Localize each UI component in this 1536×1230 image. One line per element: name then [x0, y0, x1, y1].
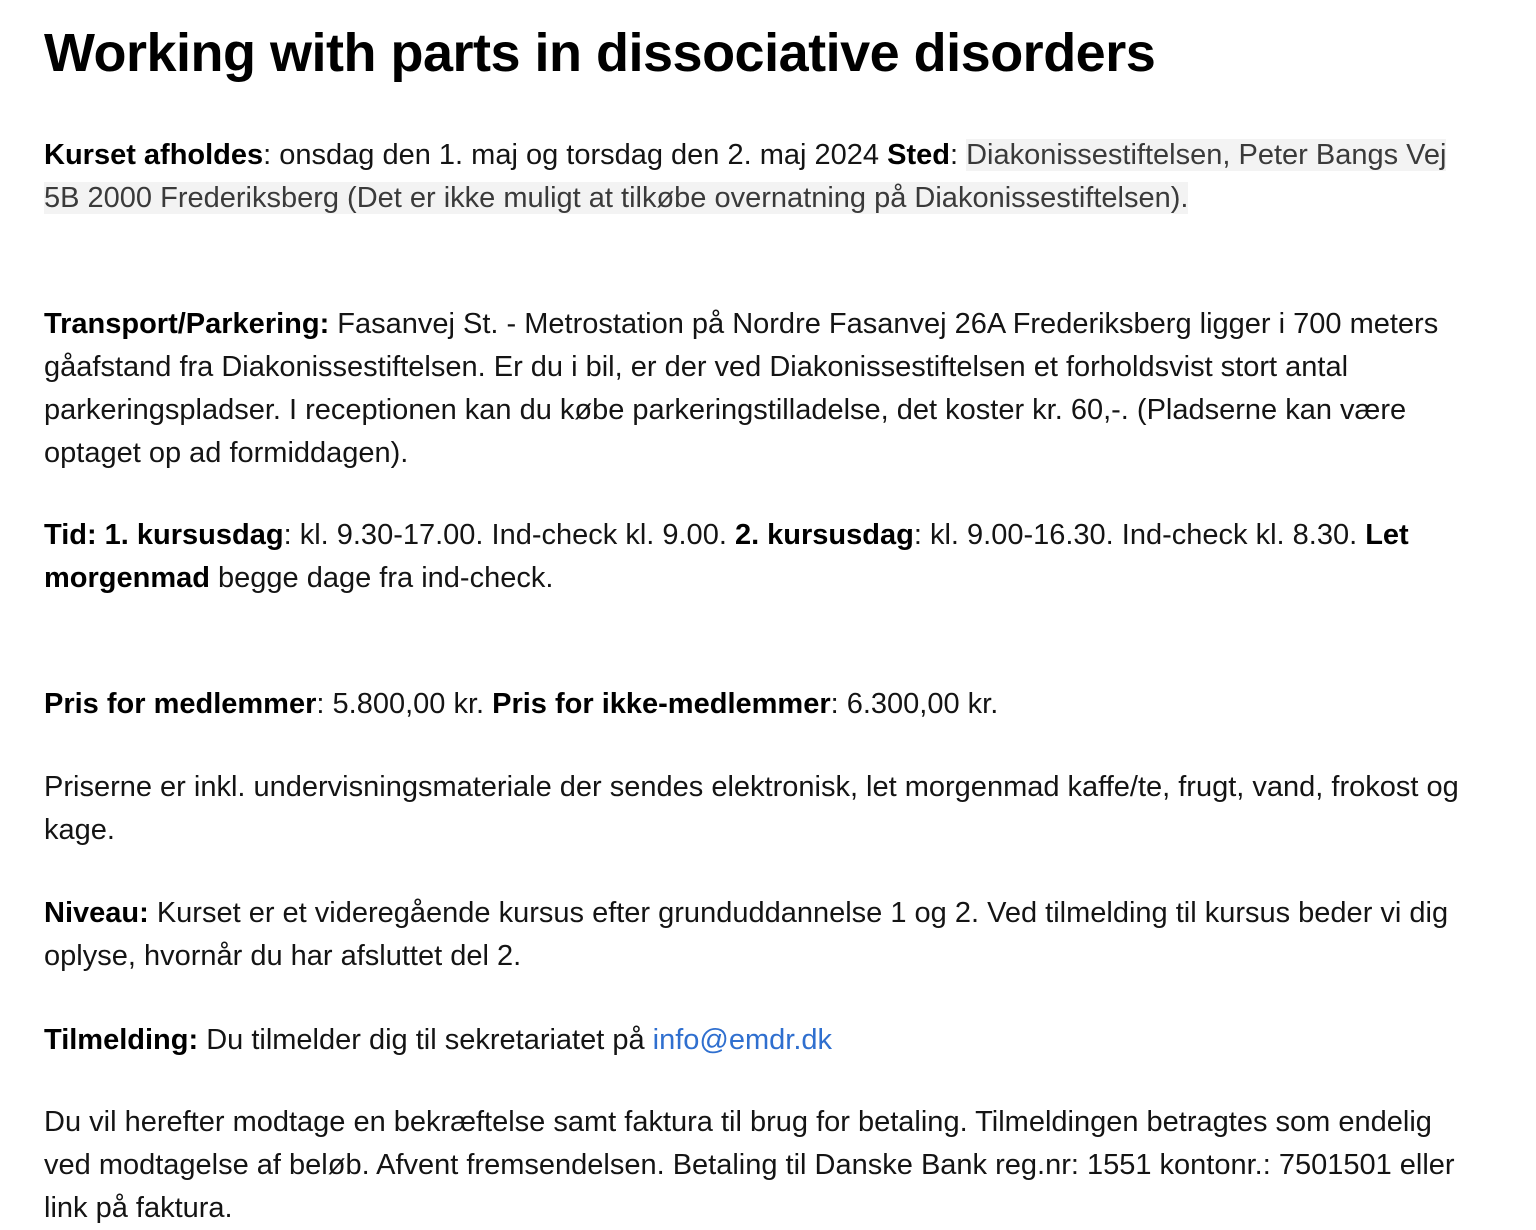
members-price-label: Pris for medlemmer [44, 688, 317, 720]
place-value: Diakonissestiftelsen, Peter Bangs Vej 5B 2000 Frederiksberg (Det er ikke muligt at tilkøbe overnatning på Diakonissestiftelsen). [44, 139, 1447, 214]
place-label: Sted [887, 139, 950, 171]
email-link[interactable]: info@emdr.dk [652, 1024, 833, 1056]
breakfast-text: begge dage fra ind-check. [209, 562, 554, 594]
signup-label: Tilmelding: [44, 1024, 199, 1056]
level-paragraph [44, 892, 1474, 978]
includes-paragraph: Priserne er inkl. undervisningsmateriale der sendes elektronisk, let morgenmad kaffe/te, frugt, vand, frokost og kage. [44, 771, 1459, 846]
nonmembers-price-value: : 6.300,00 kr. [830, 688, 999, 720]
nonmembers-price-label: Pris for ikke-medlemmer [492, 688, 831, 720]
time-label: Tid: 1. kursusdag [44, 519, 284, 551]
level-text: Kurset er et videregående kursus efter grunduddannelse 1 og 2. Ved tilmelding til kursus beder vi dig oplyse, hvornår du har afsluttet del 2. [44, 897, 1449, 972]
members-price-value: : 5.800,00 kr. [316, 688, 493, 720]
day2-text: : kl. 9.00-16.30. Ind-check kl. 8.30. [913, 519, 1366, 551]
transport-paragraph [44, 303, 1474, 475]
breakfast-label: Let morgenmad [44, 519, 1409, 594]
course-info-paragraph [44, 134, 1474, 220]
page-title: Working with parts in dissociative disorders [44, 23, 1156, 83]
signup-paragraph [44, 1019, 1474, 1062]
price-paragraph [44, 683, 1474, 726]
day2-label: 2. kursusdag [734, 519, 914, 551]
time-paragraph [44, 514, 1474, 600]
level-label: Niveau: [44, 897, 149, 929]
transport-text: Fasanvej St. - Metrostation på Nordre Fasanvej 26A Frederiksberg ligger i 700 meters gåafstand fra Diakonissestiftelsen. Er du i bil, er der ved Diakonissestiftelsen et forholdsvist stort antal parkeringspladser. I receptionen kan du købe parkeringstilladelse, det koster kr. 60,-. (Pladserne kan være optaget op ad formiddagen). [44, 308, 1439, 469]
day1-text: : kl. 9.30-17.00. Ind-check kl. 9.00. [283, 519, 735, 551]
held-label: Kurset afholdes [44, 139, 264, 171]
transport-label: Transport/Parkering: [44, 308, 330, 340]
place-colon: : [949, 139, 967, 171]
held-value: : onsdag den 1. maj og torsdag den 2. maj 2024 [263, 139, 888, 171]
signup-text: Du tilmelder dig til sekretariatet på [198, 1024, 653, 1056]
payment-paragraph: Du vil herefter modtage en bekræftelse samt faktura til brug for betaling. Tilmeldingen betragtes som endelig ved modtagelse af beløb. Afvent fremsendelsen. Betaling til Danske Bank reg.nr: 1551 kontonr.: 7501501 eller link på faktura. [44, 1106, 1455, 1224]
